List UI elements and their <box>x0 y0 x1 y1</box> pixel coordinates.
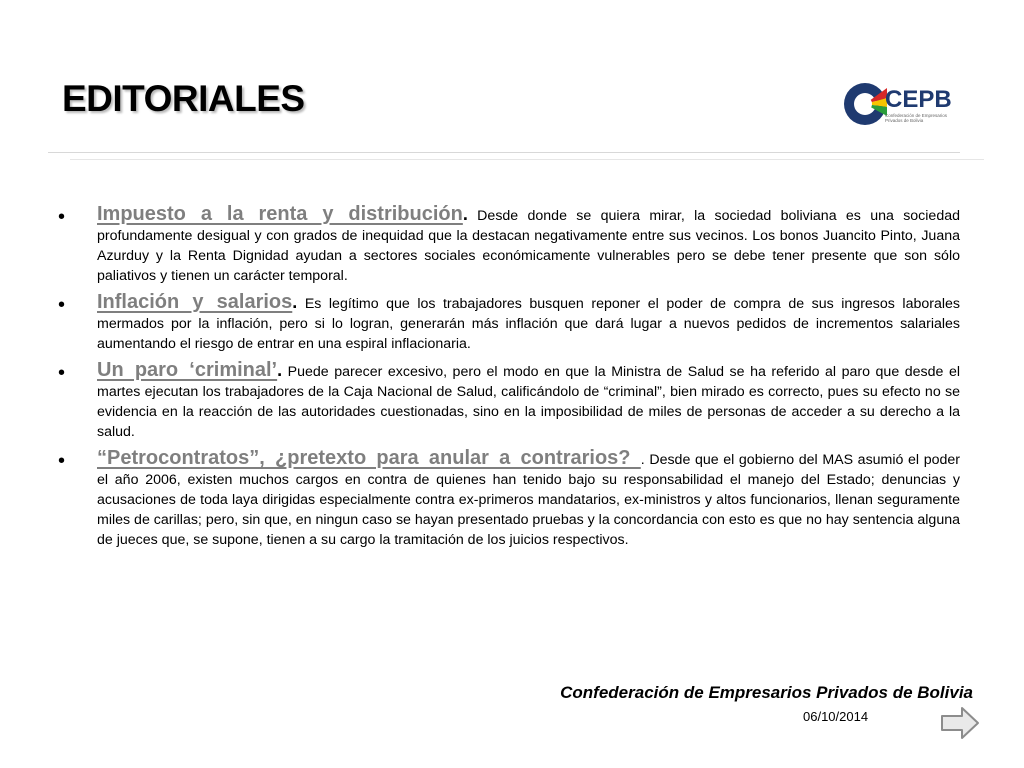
item-heading: “Petrocontratos”, ¿pretexto para anular a contrarios? <box>97 447 641 469</box>
item-body: Puede parecer excesivo, pero el modo en que la Ministra de Salud se ha referido al paro que desde el martes ejecutan los trabajadores de la Caja Nacional de Salud, calificándolo de “criminal”, bien mirado es correcto, pues su efecto no se evidencia en la reacción de las autoridades cuestionadas, sino en la imposibilidad de miles de personas de acceder a su derecho a la salud. <box>97 364 960 440</box>
bullet-icon: • <box>58 362 66 384</box>
list-item <box>58 292 960 354</box>
item-heading: Inflación y salarios <box>97 291 293 313</box>
cepb-logo <box>843 80 958 130</box>
cepb-logo-icon <box>843 82 887 126</box>
logo-subtitle: Confederación de Empresarios Privados de Bolivia <box>885 113 948 123</box>
footer-organization: Confederación de Empresarios Privados de Bolivia <box>560 683 973 702</box>
item-body: Es legítimo que los trabajadores busquen reponer el poder de compra de sus ingresos laborales mermados por la inflación, pero si lo logran, generarán más inflación que dará lugar a nuevos pedidos de incrementos salariales aumentando el riesgo de entrar en una espiral inflacionaria. <box>97 296 960 352</box>
arrow-right-icon[interactable] <box>940 706 980 740</box>
bullet-icon: • <box>58 450 66 472</box>
item-body: . Desde que el gobierno del MAS asumió el poder el año 2006, existen muchos cargos en contra de quienes han tenido bajo su responsabilidad el manejo del Estado; denuncias y acusaciones de toda laya dirigidas especialmente contra ex-primeros mandatarios, ex-ministros y altos funcionarios, llenan seguramente miles de carillas; pero, sin que, en ningun caso se hayan presentado pruebas y la concordancia con esto es que no hay sentencia alguna de jueces que, se supone, tienen a su cargo la tramitación de los juicios respectivos. <box>97 452 960 548</box>
item-separator: . <box>462 204 468 224</box>
item-text <box>97 448 960 550</box>
item-body: Desde donde se quiera mirar, la sociedad boliviana es una sociedad profundamente desigual y con grados de inequidad que la destacan negativamente entre sus vecinos. Los bonos Juancito Pinto, Juana Azurduy y la Renta Dignidad ayudan a sectores sociales económicamente vulnerables pero se debe tener presente que son sólo paliativos y tienen un carácter temporal. <box>97 208 960 284</box>
item-heading: Impuesto a la renta y distribución <box>97 203 463 225</box>
list-item <box>58 448 960 550</box>
logo-name: CEPB <box>885 86 952 113</box>
list-item <box>58 360 960 442</box>
item-separator: . <box>292 292 298 312</box>
slide-title: EDITORIALES <box>62 78 305 119</box>
bullet-icon: • <box>58 206 66 228</box>
item-text <box>97 360 960 442</box>
bullet-icon: • <box>58 294 66 316</box>
item-text <box>97 292 960 354</box>
header-divider <box>48 152 960 153</box>
item-text <box>97 204 960 286</box>
item-separator: . <box>277 360 283 380</box>
list-item <box>58 204 960 286</box>
header-divider-shadow <box>70 159 984 160</box>
editorial-list <box>58 204 960 556</box>
item-heading: Un paro ‘criminal’ <box>97 359 278 381</box>
footer-date: 06/10/2014 <box>803 709 869 724</box>
